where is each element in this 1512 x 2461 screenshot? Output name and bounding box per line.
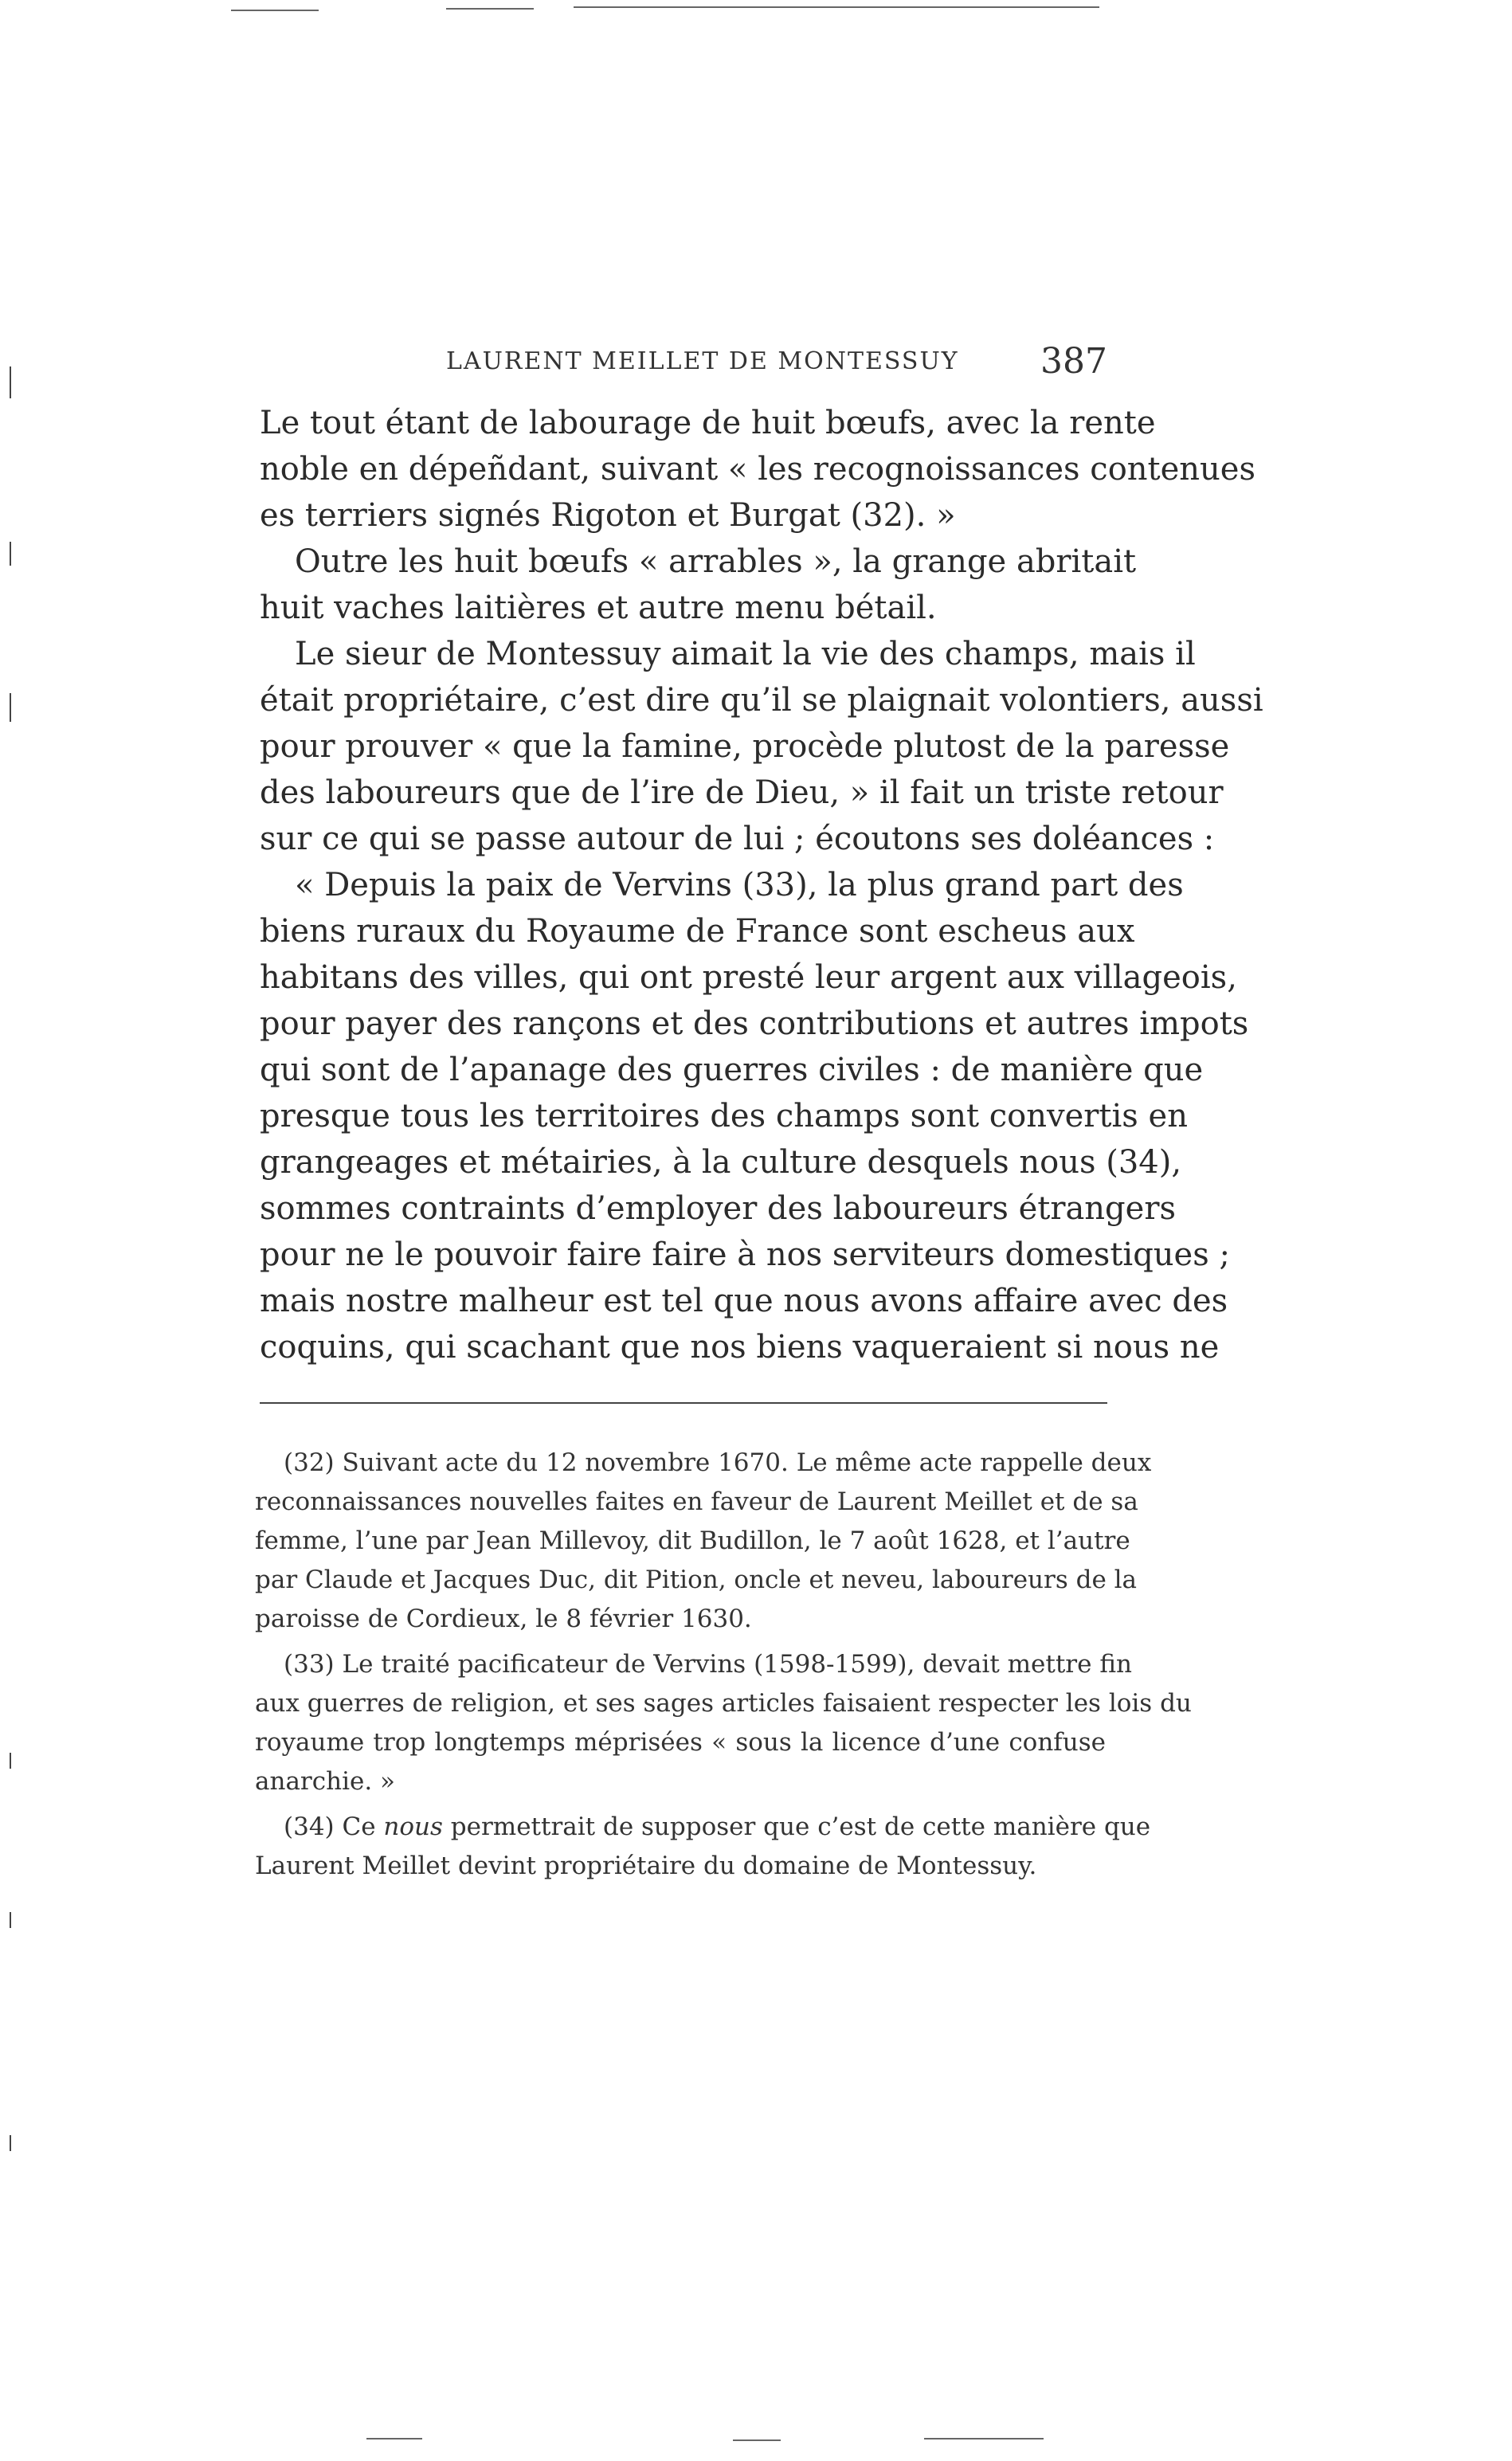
text-line: qui sont de l’apanage des guerres civiles : de manière que: [260, 1052, 1204, 1088]
footnote-line: aux guerres de religion, et ses sages articles faisaient respecter les lois du: [255, 1689, 1192, 1718]
scan-artifact-bottom: [366, 2438, 422, 2439]
scan-artifact-margin: [10, 366, 11, 398]
footnotes: [255, 1444, 1192, 1886]
text-line: grangeages et métairies, à la culture desquels nous (34),: [260, 1144, 1182, 1181]
text-line: presque tous les territoires des champs sont convertis en: [260, 1098, 1188, 1134]
footnote-line: anarchie. »: [255, 1767, 396, 1796]
footnote-separator: [260, 1402, 1107, 1404]
text-line: coquins, qui scachant que nos biens vaqueraient si nous ne: [260, 1329, 1220, 1366]
text-line: Le sieur de Montessuy aimait la vie des champs, mais il: [295, 636, 1196, 672]
footnote-line: [255, 1808, 1151, 1847]
footnote-line: paroisse de Cordieux, le 8 février 1630.: [255, 1605, 752, 1633]
running-head: LAURENT MEILLET DE MONTESSUY: [446, 347, 959, 375]
footnote-line: reconnaissances nouvelles faites en faveur de Laurent Meillet et de sa: [255, 1487, 1138, 1516]
page-header: [446, 341, 1107, 389]
text-line: pour prouver « que la famine, procède plutost de la paresse: [260, 728, 1230, 765]
scan-artifact-bottom: [733, 2439, 781, 2441]
text-line: « Depuis la paix de Vervins (33), la plus grand part des: [295, 867, 1184, 903]
text-line: pour ne le pouvoir faire faire à nos serviteurs domestiques ;: [260, 1236, 1230, 1273]
text-line: sommes contraints d’employer des laboureurs étrangers: [260, 1190, 1176, 1227]
text-line: es terriers signés Rigoton et Burgat (32). »: [260, 497, 956, 534]
footnote-line: Laurent Meillet devint propriétaire du domaine de Montessuy.: [255, 1852, 1037, 1880]
footnote-line: (32) Suivant acte du 12 novembre 1670. Le même acte rappelle deux: [284, 1448, 1152, 1477]
text-line: biens ruraux du Royaume de France sont escheus aux: [260, 913, 1135, 950]
footnote-32: [255, 1444, 1152, 1639]
scan-artifact-bottom: [924, 2438, 1044, 2439]
footnote-text: permettrait de supposer que c’est de cette manière que: [442, 1812, 1151, 1841]
page-number: 387: [1040, 341, 1107, 382]
footnote-line: (33) Le traité pacificateur de Vervins (1598-1599), devait mettre fin: [284, 1650, 1132, 1679]
scan-artifact-margin: [10, 693, 11, 722]
footnote-line: par Claude et Jacques Duc, dit Pition, oncle et neveu, laboureurs de la: [255, 1566, 1138, 1594]
text-line: sur ce qui se passe autour de lui ; écoutons ses doléances :: [260, 821, 1215, 857]
text-line: était propriétaire, c’est dire qu’il se plaignait volontiers, aussi: [260, 682, 1263, 719]
footnote-33: [255, 1645, 1192, 1801]
main-text: [260, 400, 1263, 1370]
footnote-line: royaume trop longtemps méprisées « sous la licence d’une confuse: [255, 1728, 1106, 1757]
text-line: mais nostre malheur est tel que nous avons affaire avec des: [260, 1283, 1228, 1319]
text-line: habitans des villes, qui ont presté leur argent aux villageois,: [260, 959, 1237, 996]
scan-artifact-margin: [10, 1753, 11, 1769]
text-line: des laboureurs que de l’ire de Dieu, » il fait un triste retour: [260, 774, 1224, 811]
footnote-line: femme, l’une par Jean Millevoy, dit Budillon, le 7 août 1628, et l’autre: [255, 1526, 1130, 1555]
text-line: Le tout étant de labourage de huit bœufs, avec la rente: [260, 405, 1156, 441]
scan-artifact-top: [446, 8, 534, 10]
footnote-text: (34) Ce: [284, 1812, 384, 1841]
scan-artifact-top: [574, 6, 1099, 8]
text-line: Outre les huit bœufs « arrables », la grange abritait: [295, 543, 1137, 580]
text-line: noble en dépeñdant, suivant « les recognoissances contenues: [260, 451, 1255, 488]
scan-artifact-margin: [10, 2135, 11, 2151]
text-line: huit vaches laitières et autre menu bétail.: [260, 590, 937, 626]
scan-artifact-margin: [10, 1912, 11, 1928]
footnote-34: [255, 1808, 1151, 1886]
text-line: pour payer des rançons et des contributions et autres impots: [260, 1005, 1249, 1042]
scan-artifact-top: [231, 10, 319, 11]
footnote-italic-word: nous: [383, 1812, 443, 1841]
scan-artifact-margin: [10, 542, 11, 566]
